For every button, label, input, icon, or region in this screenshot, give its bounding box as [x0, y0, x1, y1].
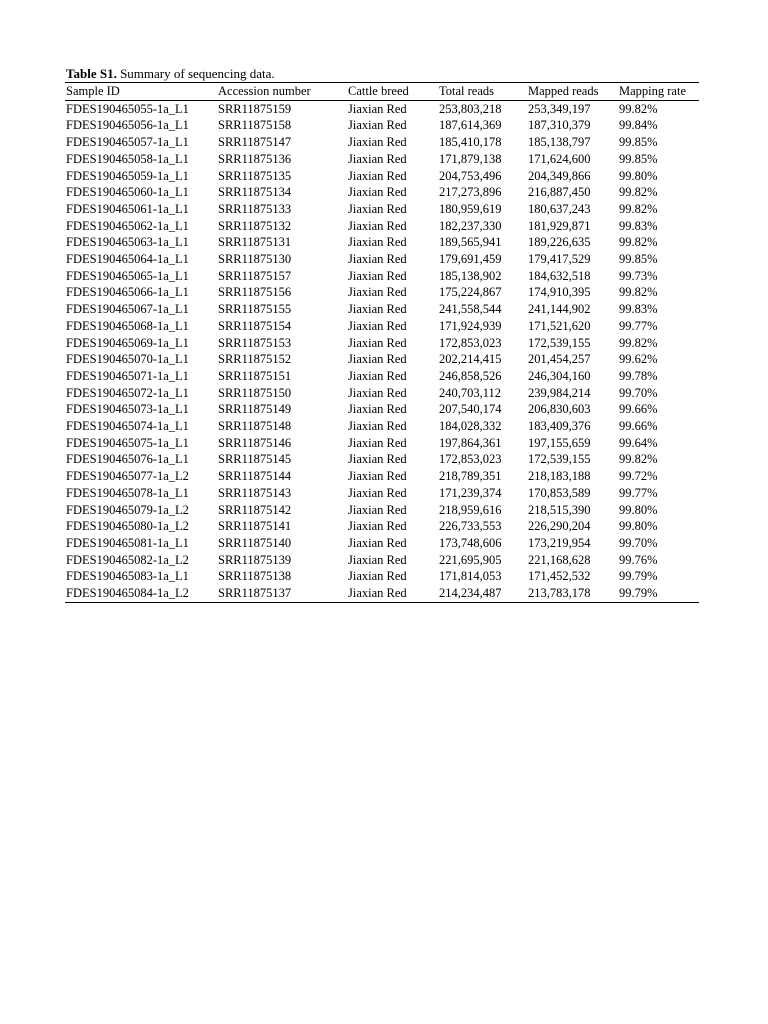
mapping-rate-cell: 99.62%: [619, 352, 658, 367]
total-reads-cell: 173,748,606: [439, 535, 502, 550]
sample-id-cell: FDES190465065-1a_L1: [66, 268, 189, 283]
total-reads-cell: 207,540,174: [439, 402, 502, 417]
total-reads-cell: 171,239,374: [439, 485, 502, 500]
mapping-rate-cell: 99.80%: [619, 519, 658, 534]
accession-number-cell: SRR11875142: [218, 502, 292, 517]
sample-id-cell: FDES190465064-1a_L1: [66, 252, 189, 267]
mapped-reads-cell: 246,304,160: [528, 368, 591, 383]
mapping-rate-cell: 99.77%: [619, 318, 658, 333]
total-reads-cell: 218,789,351: [439, 469, 502, 484]
mapping-rate-cell: 99.76%: [619, 552, 658, 567]
mapped-reads-cell: 204,349,866: [528, 168, 591, 183]
sequencing-summary-table: [65, 82, 699, 603]
cattle-breed-cell: Jiaxian Red: [348, 402, 407, 417]
table-header: [65, 83, 699, 101]
accession-number-cell: SRR11875158: [218, 118, 292, 133]
accession-number-cell: SRR11875156: [218, 285, 292, 300]
cattle-breed-cell: Jiaxian Red: [348, 201, 407, 216]
table-caption-label: Table S1.: [66, 66, 117, 81]
accession-number-cell: SRR11875147: [218, 135, 292, 150]
column-header-cattle-breed: Cattle breed: [347, 83, 438, 101]
mapped-reads-cell: 213,783,178: [527, 585, 618, 602]
accession-number-cell: SRR11875131: [218, 235, 292, 250]
accession-number-cell: SRR11875138: [218, 569, 292, 584]
mapped-reads-cell: 181,929,871: [528, 218, 591, 233]
sample-id-cell: FDES190465057-1a_L1: [66, 135, 189, 150]
mapping-rate-cell: 99.70%: [619, 535, 658, 550]
cattle-breed-cell: Jiaxian Red: [348, 368, 407, 383]
mapping-rate-cell: 99.82%: [619, 452, 658, 467]
mapping-rate-cell: 99.83%: [619, 302, 658, 317]
sample-id-cell: FDES190465082-1a_L2: [66, 552, 189, 567]
table-row: [65, 535, 699, 552]
cattle-breed-cell: Jiaxian Red: [348, 218, 407, 233]
mapping-rate-cell: 99.80%: [619, 502, 658, 517]
cattle-breed-cell: Jiaxian Red: [348, 168, 407, 183]
mapping-rate-cell: 99.84%: [619, 118, 658, 133]
mapped-reads-cell: 206,830,603: [528, 402, 591, 417]
sample-id-cell: FDES190465081-1a_L1: [66, 535, 189, 550]
table-caption: [66, 66, 275, 82]
mapping-rate-cell: 99.82%: [619, 201, 658, 216]
table-row: [65, 218, 699, 235]
sample-id-cell: FDES190465075-1a_L1: [66, 435, 189, 450]
cattle-breed-cell: Jiaxian Red: [348, 535, 407, 550]
table-header-row: [65, 83, 699, 101]
mapping-rate-cell: 99.70%: [619, 385, 658, 400]
table-row: [65, 568, 699, 585]
accession-number-cell: SRR11875140: [218, 535, 292, 550]
cattle-breed-cell: Jiaxian Red: [348, 352, 407, 367]
sample-id-cell: FDES190465070-1a_L1: [66, 352, 189, 367]
sample-id-cell: FDES190465080-1a_L2: [66, 519, 189, 534]
table-row: [65, 351, 699, 368]
mapped-reads-cell: 173,219,954: [528, 535, 591, 550]
accession-number-cell: SRR11875137: [217, 585, 347, 602]
total-reads-cell: 241,558,544: [439, 302, 502, 317]
total-reads-cell: 197,864,361: [439, 435, 502, 450]
cattle-breed-cell: Jiaxian Red: [348, 335, 407, 350]
total-reads-cell: 171,924,939: [439, 318, 502, 333]
sample-id-cell: FDES190465072-1a_L1: [66, 385, 189, 400]
accession-number-cell: SRR11875149: [218, 402, 292, 417]
mapping-rate-cell: 99.73%: [619, 268, 658, 283]
mapping-rate-cell: 99.82%: [619, 235, 658, 250]
table-row: [65, 201, 699, 218]
mapping-rate-cell: 99.85%: [619, 135, 658, 150]
table-caption-text: Summary of sequencing data.: [116, 66, 275, 81]
sample-id-cell: FDES190465077-1a_L2: [66, 469, 189, 484]
table-row: [65, 502, 699, 519]
mapping-rate-cell: 99.72%: [619, 469, 658, 484]
mapping-rate-cell: 99.78%: [619, 368, 658, 383]
table-row: [65, 318, 699, 335]
total-reads-cell: 204,753,496: [439, 168, 502, 183]
mapped-reads-cell: 184,632,518: [528, 268, 591, 283]
table-row: [65, 368, 699, 385]
cattle-breed-cell: Jiaxian Red: [348, 302, 407, 317]
table-row: [65, 385, 699, 402]
table-row: [65, 401, 699, 418]
total-reads-cell: 180,959,619: [439, 201, 502, 216]
cattle-breed-cell: Jiaxian Red: [348, 318, 407, 333]
cattle-breed-cell: Jiaxian Red: [348, 118, 407, 133]
table-row: [65, 451, 699, 468]
total-reads-cell: 185,410,178: [439, 135, 502, 150]
cattle-breed-cell: Jiaxian Red: [348, 435, 407, 450]
sample-id-cell: FDES190465071-1a_L1: [66, 368, 189, 383]
table-row: [65, 151, 699, 168]
sample-id-cell: FDES190465060-1a_L1: [66, 185, 189, 200]
sample-id-cell: FDES190465068-1a_L1: [66, 318, 189, 333]
accession-number-cell: SRR11875145: [218, 452, 292, 467]
mapped-reads-cell: 201,454,257: [528, 352, 591, 367]
cattle-breed-cell: Jiaxian Red: [348, 268, 407, 283]
total-reads-cell: 253,803,218: [439, 101, 502, 116]
mapped-reads-cell: 221,168,628: [528, 552, 591, 567]
mapping-rate-cell: 99.80%: [619, 168, 658, 183]
total-reads-cell: 202,214,415: [439, 352, 502, 367]
table-row: [65, 134, 699, 151]
total-reads-cell: 214,234,487: [438, 585, 527, 602]
total-reads-cell: 182,237,330: [439, 218, 502, 233]
table-row: [65, 184, 699, 201]
table-row: [65, 168, 699, 185]
mapping-rate-cell: 99.83%: [619, 218, 658, 233]
mapping-rate-cell: 99.77%: [619, 485, 658, 500]
sample-id-cell: FDES190465055-1a_L1: [66, 101, 189, 116]
mapped-reads-cell: 216,887,450: [528, 185, 591, 200]
cattle-breed-cell: Jiaxian Red: [348, 252, 407, 267]
mapped-reads-cell: 185,138,797: [528, 135, 591, 150]
total-reads-cell: 179,691,459: [439, 252, 502, 267]
mapped-reads-cell: 171,452,532: [528, 569, 591, 584]
mapped-reads-cell: 172,539,155: [528, 452, 591, 467]
mapping-rate-cell: 99.79%: [618, 585, 699, 602]
accession-number-cell: SRR11875148: [218, 419, 292, 434]
accession-number-cell: SRR11875153: [218, 335, 292, 350]
sample-id-cell: FDES190465083-1a_L1: [66, 569, 189, 584]
mapped-reads-cell: 180,637,243: [528, 201, 591, 216]
sample-id-cell: FDES190465061-1a_L1: [66, 201, 189, 216]
total-reads-cell: 217,273,896: [439, 185, 502, 200]
total-reads-cell: 246,858,526: [439, 368, 502, 383]
mapped-reads-cell: 241,144,902: [528, 302, 591, 317]
cattle-breed-cell: Jiaxian Red: [348, 552, 407, 567]
sample-id-cell: FDES190465078-1a_L1: [66, 485, 189, 500]
column-header-sample-id: Sample ID: [65, 83, 217, 101]
table-row: [65, 301, 699, 318]
sample-id-cell: FDES190465058-1a_L1: [66, 151, 189, 166]
cattle-breed-cell: Jiaxian Red: [347, 585, 438, 602]
column-header-accession-number: Accession number: [217, 83, 347, 101]
mapping-rate-cell: 99.85%: [619, 151, 658, 166]
table-row: [65, 518, 699, 535]
total-reads-cell: 218,959,616: [439, 502, 502, 517]
cattle-breed-cell: Jiaxian Red: [348, 151, 407, 166]
mapped-reads-cell: 171,521,620: [528, 318, 591, 333]
mapped-reads-cell: 170,853,589: [528, 485, 591, 500]
sample-id-cell: FDES190465073-1a_L1: [66, 402, 189, 417]
total-reads-cell: 171,814,053: [439, 569, 502, 584]
mapped-reads-cell: 174,910,395: [528, 285, 591, 300]
mapped-reads-cell: 239,984,214: [528, 385, 591, 400]
column-header-mapping-rate: Mapping rate: [618, 83, 699, 101]
mapped-reads-cell: 218,515,390: [528, 502, 591, 517]
cattle-breed-cell: Jiaxian Red: [348, 469, 407, 484]
mapped-reads-cell: 172,539,155: [528, 335, 591, 350]
table-row: [65, 435, 699, 452]
mapping-rate-cell: 99.82%: [619, 101, 658, 116]
mapping-rate-cell: 99.79%: [619, 569, 658, 584]
sample-id-cell: FDES190465063-1a_L1: [66, 235, 189, 250]
sample-id-cell: FDES190465059-1a_L1: [66, 168, 189, 183]
table-row: [65, 234, 699, 251]
sample-id-cell: FDES190465066-1a_L1: [66, 285, 189, 300]
mapping-rate-cell: 99.64%: [619, 435, 658, 450]
accession-number-cell: SRR11875139: [218, 552, 292, 567]
mapped-reads-cell: 179,417,529: [528, 252, 591, 267]
sample-id-cell: FDES190465069-1a_L1: [66, 335, 189, 350]
table-row: [65, 100, 699, 117]
total-reads-cell: 171,879,138: [439, 151, 502, 166]
table-row: [65, 585, 699, 602]
cattle-breed-cell: Jiaxian Red: [348, 101, 407, 116]
accession-number-cell: SRR11875133: [218, 201, 292, 216]
table-row: [65, 418, 699, 435]
cattle-breed-cell: Jiaxian Red: [348, 185, 407, 200]
accession-number-cell: SRR11875143: [218, 485, 292, 500]
total-reads-cell: 187,614,369: [439, 118, 502, 133]
accession-number-cell: SRR11875130: [218, 252, 292, 267]
mapped-reads-cell: 189,226,635: [528, 235, 591, 250]
accession-number-cell: SRR11875150: [218, 385, 292, 400]
cattle-breed-cell: Jiaxian Red: [348, 419, 407, 434]
mapped-reads-cell: 187,310,379: [528, 118, 591, 133]
table-row: [65, 117, 699, 134]
accession-number-cell: SRR11875136: [218, 151, 292, 166]
sample-id-cell: FDES190465062-1a_L1: [66, 218, 189, 233]
total-reads-cell: 226,733,553: [439, 519, 502, 534]
mapping-rate-cell: 99.82%: [619, 335, 658, 350]
sample-id-cell: FDES190465076-1a_L1: [66, 452, 189, 467]
accession-number-cell: SRR11875146: [218, 435, 292, 450]
accession-number-cell: SRR11875157: [218, 268, 292, 283]
accession-number-cell: SRR11875155: [218, 302, 292, 317]
accession-number-cell: SRR11875135: [218, 168, 292, 183]
mapped-reads-cell: 171,624,600: [528, 151, 591, 166]
table-row: [65, 335, 699, 352]
mapping-rate-cell: 99.82%: [619, 185, 658, 200]
table-row: [65, 485, 699, 502]
accession-number-cell: SRR11875134: [218, 185, 292, 200]
mapping-rate-cell: 99.66%: [619, 419, 658, 434]
total-reads-cell: 172,853,023: [439, 452, 502, 467]
total-reads-cell: 221,695,905: [439, 552, 502, 567]
total-reads-cell: 172,853,023: [439, 335, 502, 350]
mapped-reads-cell: 218,183,188: [528, 469, 591, 484]
accession-number-cell: SRR11875141: [218, 519, 292, 534]
column-header-total-reads: Total reads: [438, 83, 527, 101]
cattle-breed-cell: Jiaxian Red: [348, 235, 407, 250]
total-reads-cell: 184,028,332: [439, 419, 502, 434]
column-header-mapped-reads: Mapped reads: [527, 83, 618, 101]
accession-number-cell: SRR11875144: [218, 469, 292, 484]
sample-id-cell: FDES190465074-1a_L1: [66, 419, 189, 434]
accession-number-cell: SRR11875132: [218, 218, 292, 233]
table-row: [65, 552, 699, 569]
accession-number-cell: SRR11875152: [218, 352, 292, 367]
cattle-breed-cell: Jiaxian Red: [348, 569, 407, 584]
accession-number-cell: SRR11875154: [218, 318, 292, 333]
mapping-rate-cell: 99.85%: [619, 252, 658, 267]
cattle-breed-cell: Jiaxian Red: [348, 485, 407, 500]
table-row: [65, 284, 699, 301]
accession-number-cell: SRR11875151: [218, 368, 292, 383]
table-row: [65, 251, 699, 268]
total-reads-cell: 175,224,867: [439, 285, 502, 300]
sample-id-cell: FDES190465067-1a_L1: [66, 302, 189, 317]
mapped-reads-cell: 226,290,204: [528, 519, 591, 534]
total-reads-cell: 185,138,902: [439, 268, 502, 283]
sample-id-cell: FDES190465079-1a_L2: [66, 502, 189, 517]
sample-id-cell: FDES190465056-1a_L1: [66, 118, 189, 133]
cattle-breed-cell: Jiaxian Red: [348, 502, 407, 517]
mapped-reads-cell: 253,349,197: [528, 101, 591, 116]
table-body: [65, 100, 699, 602]
cattle-breed-cell: Jiaxian Red: [348, 285, 407, 300]
sample-id-cell: FDES190465084-1a_L2: [65, 585, 217, 602]
mapped-reads-cell: 197,155,659: [528, 435, 591, 450]
cattle-breed-cell: Jiaxian Red: [348, 452, 407, 467]
total-reads-cell: 189,565,941: [439, 235, 502, 250]
mapping-rate-cell: 99.66%: [619, 402, 658, 417]
cattle-breed-cell: Jiaxian Red: [348, 135, 407, 150]
total-reads-cell: 240,703,112: [439, 385, 502, 400]
cattle-breed-cell: Jiaxian Red: [348, 519, 407, 534]
accession-number-cell: SRR11875159: [218, 101, 292, 116]
cattle-breed-cell: Jiaxian Red: [348, 385, 407, 400]
table-row: [65, 268, 699, 285]
mapped-reads-cell: 183,409,376: [528, 419, 591, 434]
mapping-rate-cell: 99.82%: [619, 285, 658, 300]
table-row: [65, 468, 699, 485]
